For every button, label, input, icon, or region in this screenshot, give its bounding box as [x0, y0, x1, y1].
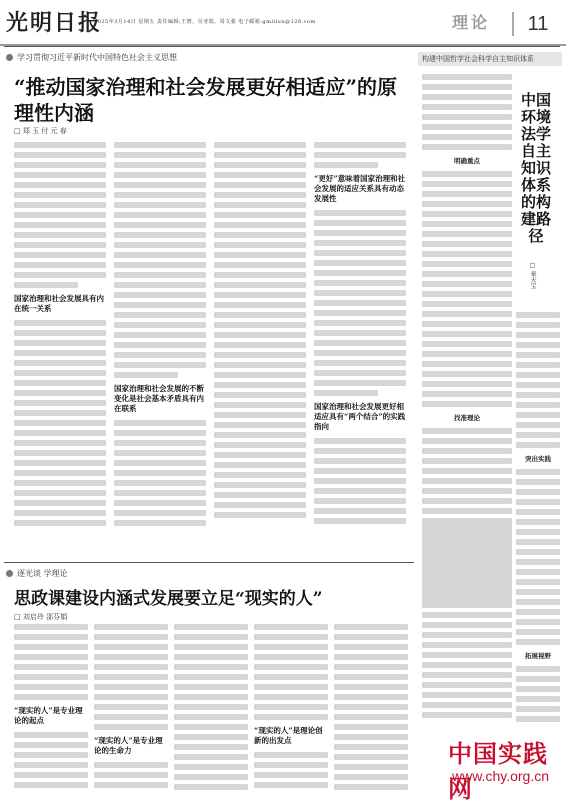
article1-series	[6, 52, 177, 63]
sidebar-subhead-4: 拓展视野	[525, 652, 551, 660]
section-title: 理论	[452, 13, 491, 32]
article1-subhead-1: 国家治理和社会发展具有内在统一关系	[14, 294, 104, 313]
article1-subhead-4: 国家治理和社会发展更好相适应具有“两个结合”的实践指向	[314, 402, 406, 431]
article2-subhead-1: “现实的人”是专业理论的起点	[14, 706, 83, 725]
article1-column-3	[214, 142, 306, 528]
article2-series-label: 逐光谈 学理论	[17, 569, 68, 578]
article1-column-2	[114, 142, 206, 528]
sidebar-subhead-2: 找准理论	[454, 414, 480, 422]
article1-series-label: 学习贯彻习近平新时代中国特色社会主义思想	[17, 53, 177, 62]
section-divider	[4, 562, 414, 563]
article1-subhead-2: 国家治理和社会发展的不断变化是社会基本矛盾具有内在联系	[114, 384, 204, 413]
sidebar-lower-right	[516, 312, 560, 726]
article1-column-1	[14, 142, 106, 528]
article2-series	[6, 568, 68, 579]
sidebar-title[interactable]: 中国环境法学自主知识体系的构建路径	[520, 91, 551, 245]
article2-byline: □ 刘启玲 邵芬娟	[14, 613, 68, 621]
sidebar-band: 构建中国哲学社会科学自主知识体系	[418, 52, 562, 66]
article2-column-3	[174, 624, 248, 790]
sidebar-subhead-1: 明确重点	[454, 157, 480, 165]
page-number: 11	[512, 12, 562, 36]
article2-column-4	[254, 624, 328, 790]
sidebar-article	[418, 52, 562, 786]
site-watermark: 中国实践网	[448, 739, 548, 803]
series-dot-icon	[6, 54, 13, 61]
site-watermark-url: www.chy.org.cn	[452, 768, 549, 784]
sidebar-author: □ 秦天宝	[529, 262, 536, 289]
sidebar-lower-left	[422, 522, 512, 722]
article1-subhead-3: “更好”意味着国家治理和社会发展的适应关系具有动态发展性	[314, 174, 406, 203]
article2-column-2	[94, 624, 168, 790]
article2-subhead-3: “现实的人”是理论创新的出发点	[254, 726, 323, 745]
article2-column-1	[14, 624, 88, 790]
article2-column-5	[334, 624, 408, 790]
article1-column-4	[314, 142, 406, 528]
series-dot-icon	[6, 570, 13, 577]
article1-byline: □ 郑 玉 付 元 春	[14, 127, 67, 135]
header-info: 2025年3月14日 星期五 责任编辑:王增、吴亚瑞、周文强 电子邮箱:gmlilun@126.com	[94, 19, 316, 25]
article2-subhead-2: “现实的人”是专业理论的生命力	[94, 736, 163, 755]
article2-title[interactable]: 思政课建设内涵式发展要立足“现实的人”	[14, 589, 323, 609]
top-rule	[4, 46, 560, 47]
article1-title[interactable]: “推动国家治理和社会发展更好相适应”的原理性内涵	[14, 75, 398, 125]
sidebar-subhead-3: 突出实践	[525, 455, 551, 463]
newspaper-header	[0, 0, 566, 46]
newspaper-logo: 光明日报	[6, 10, 103, 36]
